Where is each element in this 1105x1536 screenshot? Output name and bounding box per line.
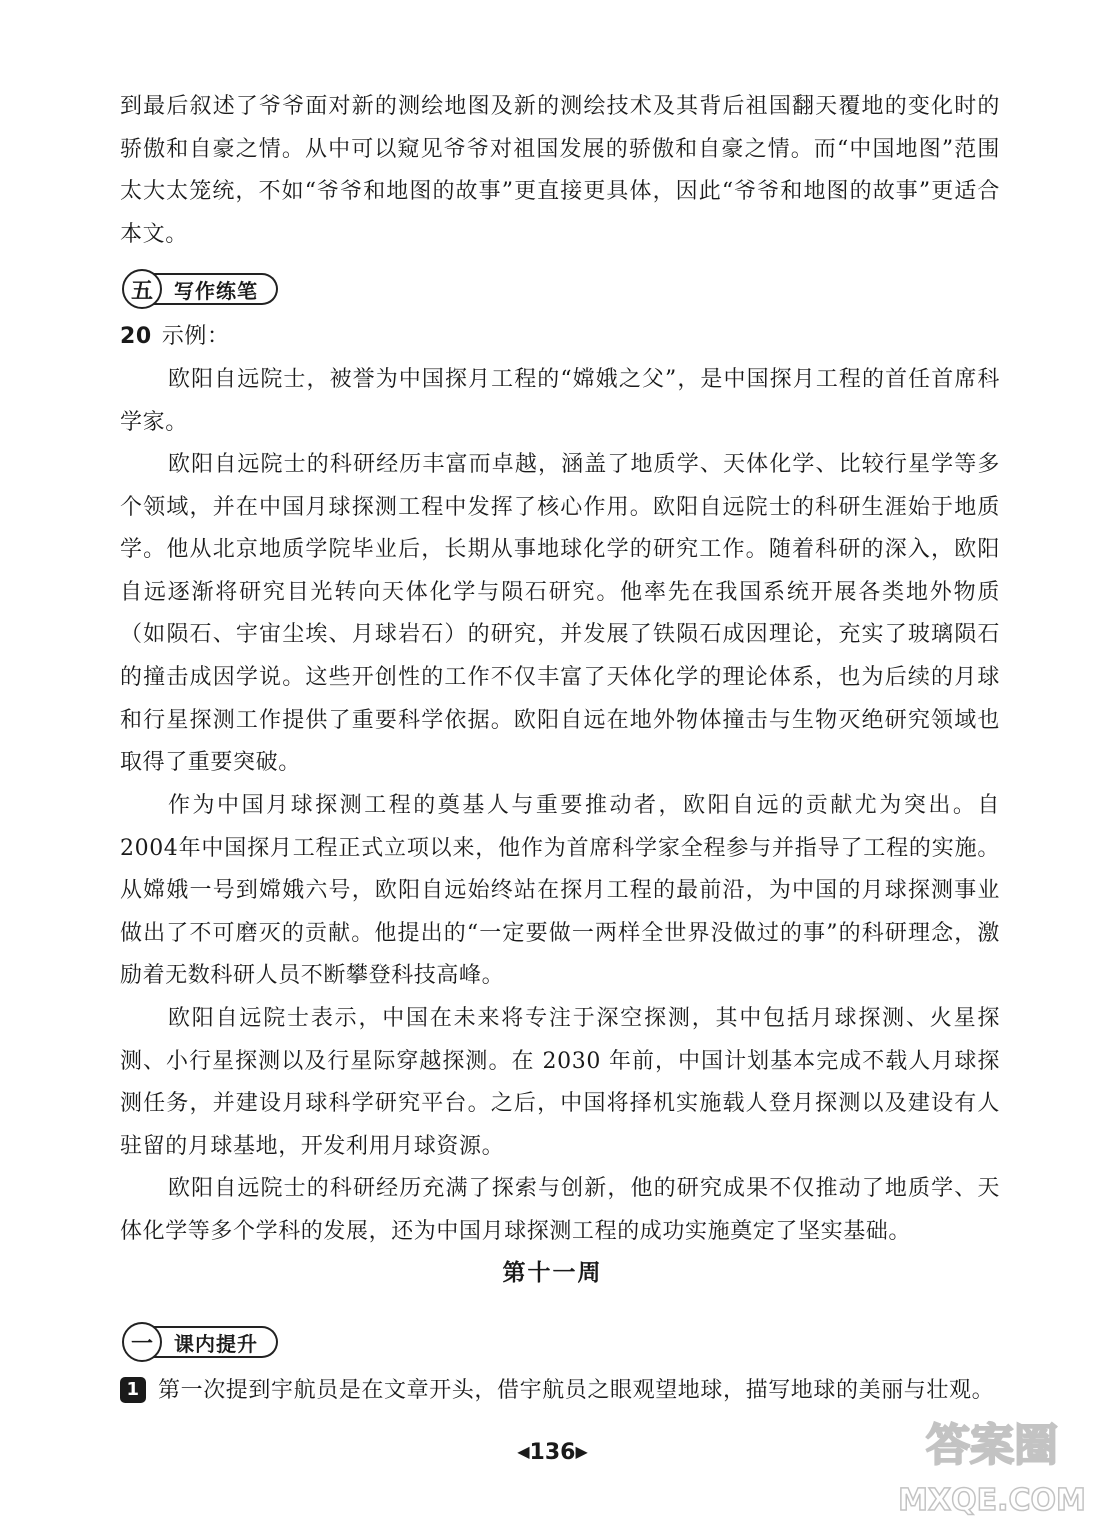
question-number-box: 1 <box>120 1377 146 1403</box>
week-title: 第十一周 <box>502 1259 603 1286</box>
section-title: 写作练笔 <box>152 273 278 305</box>
watermark-logo <box>897 1398 1087 1528</box>
continuation-paragraph: 到最后叙述了爷爷面对新的测绘地图及新的测绘技术及其背后祖国翻天覆地的变化时的骄傲和自豪之情。从中可以窥见爷爷对祖国发展的骄傲和自豪之情。而“中国地图”范围太大太笼统，不如“爷爷和地图的故事”更直接更具体，因此“爷爷和地图的故事”更适合本文。 <box>120 94 1000 247</box>
essay-paragraph-3: 作为中国月球探测工程的奠基人与重要推动者，欧阳自远的贡献尤为突出。自 2004年中国探月工程正式立项以来，他作为首席科学家全程参与并指导了工程的实施。从嫦娥一号到嫦娥六号，欧阳自远始终站在探月工程的最前沿，为中国的月球探测事业做出了不可磨灭的贡献。他提出的“一定要做一两样全世界没做过的事”的科研理念，激励着无数科研人员不断攀登科技高峰。 <box>120 793 1000 989</box>
question-label: 示例： <box>161 324 230 349</box>
section-title: 课内提升 <box>152 1326 278 1358</box>
right-triangle-icon: ▶ <box>575 1442 588 1461</box>
question-number: 20 <box>120 324 152 349</box>
essay-paragraph-5: 欧阳自远院士的科研经历充满了探索与创新，他的研究成果不仅推动了地质学、天体化学等多个学科的发展，还为中国月球探测工程的成功实施奠定了坚实基础。 <box>120 1176 1000 1244</box>
section-header-class-improvement <box>122 1323 278 1361</box>
watermark-url: MXQE.COM <box>898 1483 1086 1518</box>
page-number-value: 136 <box>529 1440 576 1465</box>
section-number-badge: 一 <box>122 1322 162 1362</box>
essay-paragraph-1: 欧阳自远院士，被誉为中国探月工程的“嫦娥之父”，是中国探月工程的首任首席科学家。 <box>120 367 1000 435</box>
section-number-badge: 五 <box>122 269 162 309</box>
left-triangle-icon: ◀ <box>517 1442 530 1461</box>
section-header-writing <box>122 270 278 308</box>
essay-paragraph-4: 欧阳自远院士表示，中国在未来将专注于深空探测，其中包括月球探测、火星探测、小行星探测以及行星际穿越探测。在 2030 年前，中国计划基本完成不载人月球探测任务，并建设月球科学研究平台。之后，中国将择机实施载人登月探测以及建设有人驻留的月球基地，开发利用月球资源。 <box>120 1006 1000 1159</box>
question-20-header <box>120 316 230 358</box>
question-text: 第一次提到宇航员是在文章开头，借宇航员之眼观望地球，描写地球的美丽与壮观。 <box>158 1378 995 1403</box>
watermark-logo-text: 答案圈 <box>926 1420 1058 1471</box>
essay-paragraph-2: 欧阳自远院士的科研经历丰富而卓越，涵盖了地质学、天体化学、比较行星学等多个领域，并在中国月球探测工程中发挥了核心作用。欧阳自远院士的科研生涯始于地质学。他从北京地质学院毕业后，长期从事地球化学的研究工作。随着科研的深入，欧阳自远逐渐将研究目光转向天体化学与陨石研究。他率先在我国系统开展各类地外物质（如陨石、宇宙尘埃、月球岩石）的研究，并发展了铁陨石成因理论，充实了玻璃陨石的撞击成因学说。这些开创性的工作不仅丰富了天体化学的理论体系，也为后续的月球和行星探测工作提供了重要科学依据。欧阳自远在地外物体撞击与生物灭绝研究领域也取得了重要突破。 <box>120 452 1000 776</box>
question-1 <box>120 1370 994 1412</box>
